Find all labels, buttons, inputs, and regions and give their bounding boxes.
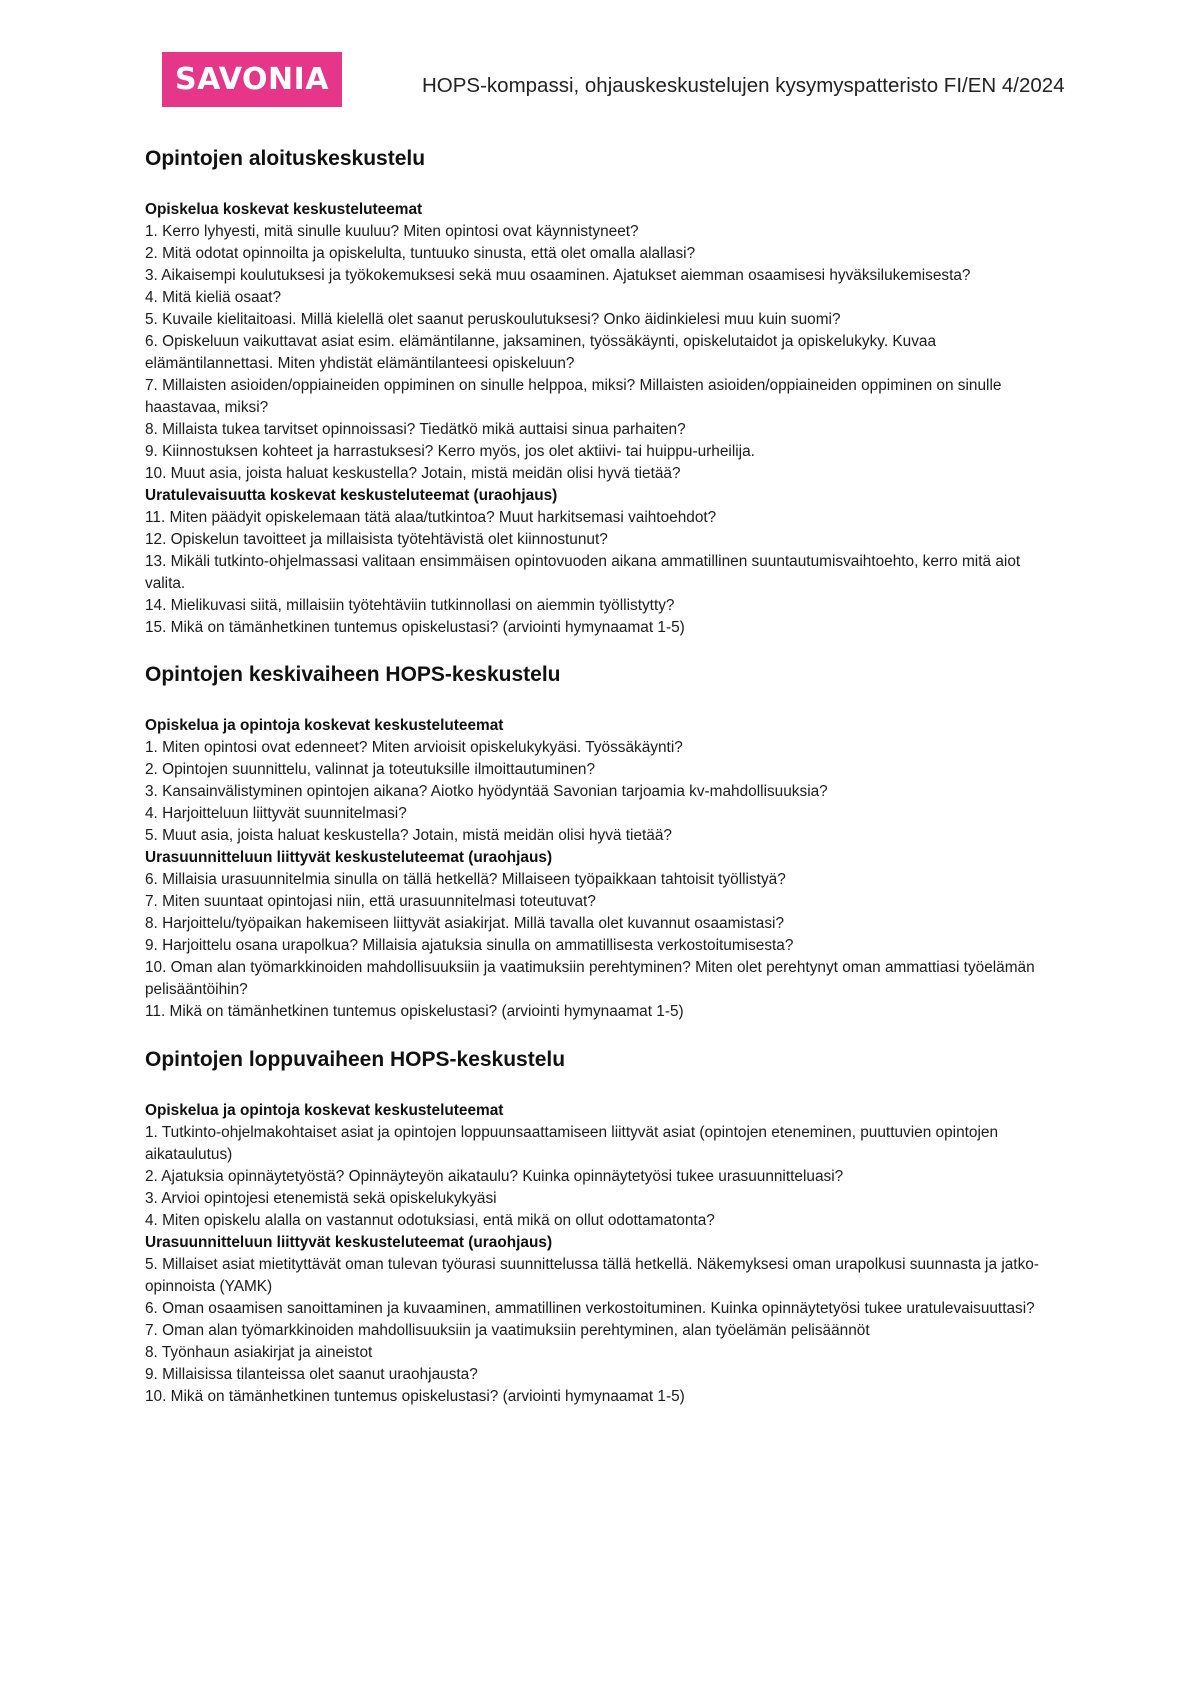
question-item: 1. Tutkinto-ohjelmakohtaiset asiat ja opintojen loppuunsaattamiseen liittyvät asiat (opintojen eteneminen, puuttuvien opintojen aikataulutus) [145, 1124, 999, 1163]
question-item: 8. Työnhaun asiakirjat ja aineistot [145, 1344, 373, 1361]
question-item: 10. Mikä on tämänhetkinen tuntemus opiskelustasi? (arviointi hymynaamat 1-5) [145, 1388, 685, 1405]
question-item: 7. Oman alan työmarkkinoiden mahdollisuuksiin ja vaatimuksiin perehtyminen, alan työelämän pelisäännöt [145, 1322, 870, 1339]
question-item: 15. Mikä on tämänhetkinen tuntemus opiskelustasi? (arviointi hymynaamat 1-5) [145, 619, 685, 636]
question-item: 3. Kansainvälistyminen opintojen aikana? Aiotko hyödyntää Savonian tarjoamia kv-mahdollisuuksia? [145, 783, 828, 800]
question-item: 1. Miten opintosi ovat edenneet? Miten arvioisit opiskelukykyäsi. Työssäkäynti? [145, 739, 683, 756]
group-heading: Opiskelua ja opintoja koskevat keskusteluteemat [145, 717, 504, 734]
document-content [145, 146, 1045, 1408]
question-item: 2. Ajatuksia opinnäytetyöstä? Opinnäyteyön aikataulu? Kuinka opinnäytetyösi tukee urasuunnitteluasi? [145, 1168, 844, 1185]
section-title: Opintojen keskivaiheen HOPS-keskustelu [145, 663, 561, 686]
question-item: 7. Millaisten asioiden/oppiaineiden oppiminen on sinulle helppoa, miksi? Millaisten asioiden/oppiaineiden oppiminen on sinulle haastavaa, miksi? [145, 377, 1002, 416]
question-item: 9. Millaisissa tilanteissa olet saanut uraohjausta? [145, 1366, 478, 1383]
question-item: 8. Millaista tukea tarvitset opinnoissasi? Tiedätkö mikä auttaisi sinua parhaiten? [145, 421, 686, 438]
savonia-logo: SAVONIA [162, 52, 342, 107]
question-item: 6. Millaisia urasuunnitelmia sinulla on tällä hetkellä? Millaiseen työpaikkaan tahtoisit työllistyä? [145, 871, 786, 888]
question-item: 10. Muut asia, joista haluat keskustella? Jotain, mistä meidän olisi hyvä tietää? [145, 465, 681, 482]
question-item: 7. Miten suuntaat opintojasi niin, että urasuunnitelmasi toteutuvat? [145, 893, 596, 910]
question-item: 4. Mitä kieliä osaat? [145, 289, 282, 306]
question-item: 3. Arvioi opintojesi etenemistä sekä opiskelukykyäsi [145, 1190, 497, 1207]
question-item: 13. Mikäli tutkinto-ohjelmassasi valitaan ensimmäisen opintovuoden aikana ammatillinen suuntautumisvaihtoehto, kerro mitä aiot valita. [145, 553, 1021, 592]
question-item: 6. Opiskeluun vaikuttavat asiat esim. elämäntilanne, jaksaminen, työssäkäynti, opiskelutaidot ja opiskelukyky. Kuvaa elämäntilannettasi. Miten yhdistät elämäntilanteesi opiskeluun? [145, 333, 937, 372]
question-item: 5. Millaiset asiat mietityttävät oman tulevan työurasi suunnittelussa tällä hetkellä. Näkemyksesi oman urapolkusi suunnasta ja jatko-opinnoista (YAMK) [145, 1256, 1039, 1295]
question-item: 4. Harjoitteluun liittyvät suunnitelmasi? [145, 805, 407, 822]
section-keskivaihe [145, 662, 1045, 1023]
question-item: 12. Opiskelun tavoitteet ja millaisista työtehtävistä olet kiinnostunut? [145, 531, 608, 548]
question-item: 8. Harjoittelu/työpaikan hakemiseen liittyvät asiakirjat. Millä tavalla olet kuvannut osaamistasi? [145, 915, 785, 932]
group-heading: Uratulevaisuutta koskevat keskusteluteemat (uraohjaus) [145, 487, 558, 504]
group-heading: Urasuunnitteluun liittyvät keskusteluteemat (uraohjaus) [145, 1234, 553, 1251]
group-heading: Opiskelua koskevat keskusteluteemat [145, 201, 423, 218]
question-item: 11. Miten päädyit opiskelemaan tätä alaa/tutkintoa? Muut harkitsemasi vaihtoehdot? [145, 509, 717, 526]
question-item: 6. Oman osaamisen sanoittaminen ja kuvaaminen, ammatillinen verkostoituminen. Kuinka opinnäytetyösi tukee uratulevaisuuttasi? [145, 1300, 1035, 1317]
question-item: 10. Oman alan työmarkkinoiden mahdollisuuksiin ja vaatimuksiin perehtyminen? Miten olet perehtynyt oman ammattiasi työelämän pelisääntöihin? [145, 959, 1035, 998]
section-aloituskeskustelu [145, 146, 1045, 639]
question-item: 11. Mikä on tämänhetkinen tuntemus opiskelustasi? (arviointi hymynaamat 1-5) [145, 1003, 684, 1020]
section-title: Opintojen loppuvaiheen HOPS-keskustelu [145, 1048, 566, 1071]
question-item: 2. Mitä odotat opinnoilta ja opiskelulta, tuntuuko sinusta, että olet omalla alallasi? [145, 245, 696, 262]
question-item: 1. Kerro lyhyesti, mitä sinulle kuuluu? Miten opintosi ovat käynnistyneet? [145, 223, 639, 240]
document-title: HOPS-kompassi, ohjauskeskustelujen kysymyspatteristo FI/EN 4/2024 [422, 74, 1065, 97]
question-item: 9. Kiinnostuksen kohteet ja harrastuksesi? Kerro myös, jos olet aktiivi- tai huippu-urheilija. [145, 443, 755, 460]
page-header [0, 0, 1191, 120]
section-title: Opintojen aloituskeskustelu [145, 147, 426, 170]
question-item: 14. Mielikuvasi siitä, millaisiin työtehtäviin tutkinnollasi on aiemmin työllistytty? [145, 597, 675, 614]
group-heading: Opiskelua ja opintoja koskevat keskusteluteemat [145, 1102, 504, 1119]
question-item: 2. Opintojen suunnittelu, valinnat ja toteutuksille ilmoittautuminen? [145, 761, 596, 778]
question-item: 3. Aikaisempi koulutuksesi ja työkokemuksesi sekä muu osaaminen. Ajatukset aiemman osaamisesi hyväksilukemisesta? [145, 267, 971, 284]
question-item: 9. Harjoittelu osana urapolkua? Millaisia ajatuksia sinulla on ammatillisesta verkostoitumisesta? [145, 937, 794, 954]
section-loppuvaihe [145, 1047, 1045, 1408]
question-item: 5. Kuvaile kielitaitoasi. Millä kielellä olet saanut peruskoulutuksesi? Onko äidinkielesi muu kuin suomi? [145, 311, 841, 328]
question-item: 5. Muut asia, joista haluat keskustella? Jotain, mistä meidän olisi hyvä tietää? [145, 827, 672, 844]
group-heading: Urasuunnitteluun liittyvät keskusteluteemat (uraohjaus) [145, 849, 553, 866]
question-item: 4. Miten opiskelu alalla on vastannut odotuksiasi, entä mikä on ollut odottamatonta? [145, 1212, 715, 1229]
